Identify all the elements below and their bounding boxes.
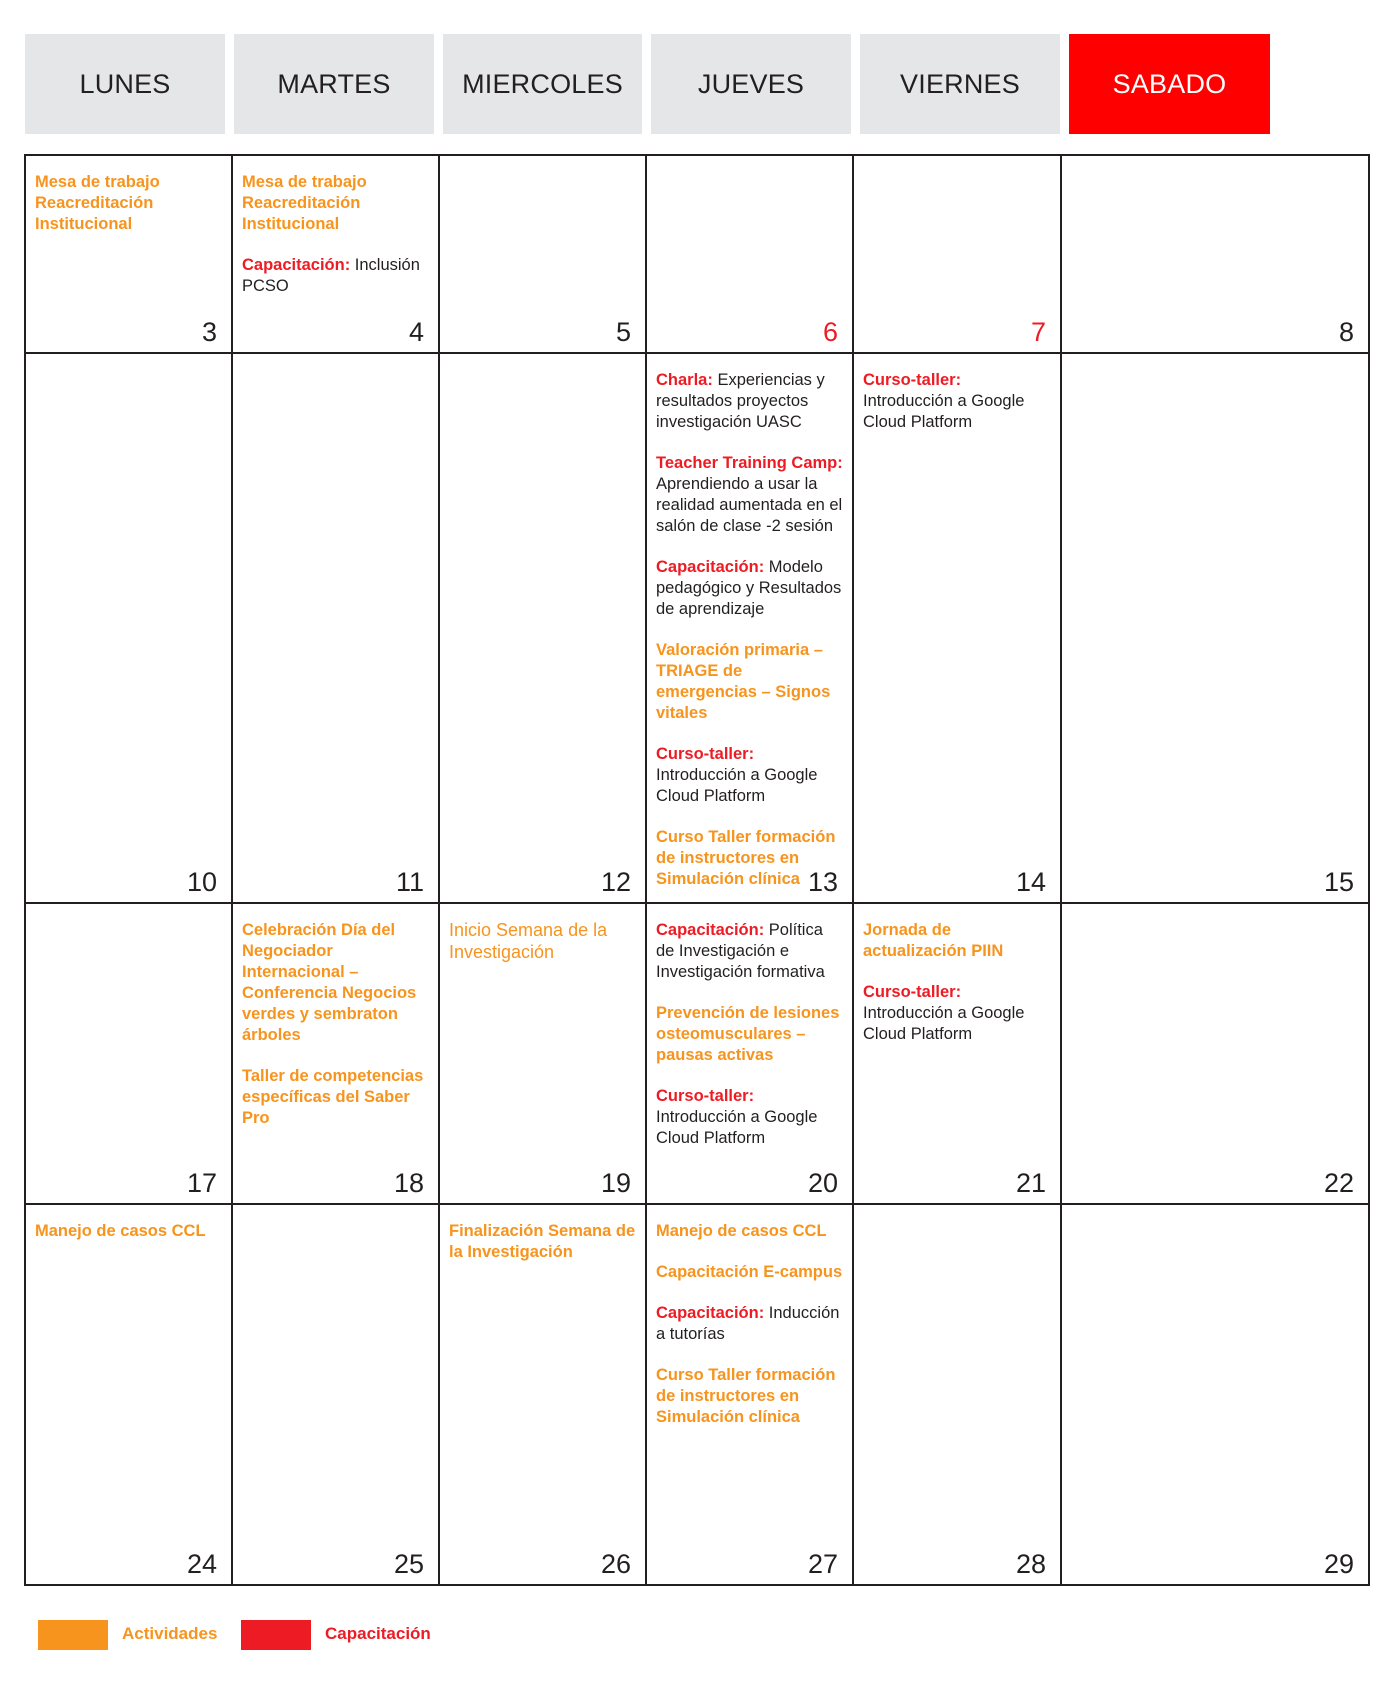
training-description: Política de Investigación e Investigación formativa (656, 921, 825, 981)
legend-swatch-capacitacion (241, 1620, 311, 1650)
activity-event (35, 1221, 223, 1242)
training-description: Introducción a Google Cloud Platform (863, 1004, 1025, 1043)
activity-event (242, 1066, 430, 1129)
day-number: 3 (201, 317, 217, 347)
training-event (656, 744, 844, 807)
training-label: Capacitación: (656, 1304, 765, 1322)
day-events (449, 1221, 637, 1263)
day-cell (647, 1205, 854, 1586)
training-label: Curso-taller: (863, 371, 962, 389)
header-martes: MARTES (234, 34, 434, 134)
training-description: Aprendiendo a usar la realidad aumentada en el salón de clase -2 sesión (656, 475, 843, 535)
training-label: Capacitación: (242, 256, 351, 274)
day-events (863, 920, 1052, 1045)
header-miercoles: MIERCOLES (443, 34, 642, 134)
activity-text: Prevención de lesiones osteomusculares – pausas activas (656, 1004, 840, 1064)
day-number: 24 (186, 1549, 217, 1579)
day-events (35, 1221, 223, 1242)
day-number: 29 (1323, 1549, 1354, 1579)
training-label: Curso-taller: (863, 983, 962, 1001)
activity-text: Taller de competencias específicas del Saber Pro (242, 1067, 424, 1127)
day-cell (854, 1205, 1062, 1586)
training-event (656, 453, 844, 537)
activity-text: Manejo de casos CCL (656, 1222, 827, 1240)
training-description: Introducción a Google Cloud Platform (656, 766, 818, 805)
activity-event (656, 1262, 844, 1283)
day-cell (854, 904, 1062, 1205)
day-events (242, 172, 430, 297)
day-number: 10 (186, 867, 217, 897)
activity-text: Finalización Semana de la Investigación (449, 1222, 636, 1261)
training-event (656, 1303, 844, 1345)
day-number: 7 (1030, 317, 1046, 347)
day-number: 27 (807, 1549, 838, 1579)
activity-event (449, 1221, 637, 1263)
training-label: Curso-taller: (656, 1087, 755, 1105)
activity-text: Mesa de trabajo Reacreditación Institucional (242, 173, 367, 233)
training-label: Capacitación: (656, 558, 765, 576)
day-number: 26 (600, 1549, 631, 1579)
activity-text: Capacitación E-campus (656, 1263, 843, 1281)
day-number: 14 (1015, 867, 1046, 897)
training-event (863, 982, 1052, 1045)
header-lunes: LUNES (25, 34, 225, 134)
day-cell (854, 156, 1062, 354)
training-description: Modelo pedagógico y Resultados de aprendizaje (656, 558, 842, 618)
day-cell (1062, 1205, 1370, 1586)
training-label: Teacher Training Camp: (656, 454, 843, 472)
activity-event (656, 640, 844, 724)
header-sabado: SABADO (1069, 34, 1270, 134)
day-number: 15 (1323, 867, 1354, 897)
activity-text: Jornada de actualización PIIN (863, 921, 1004, 960)
day-cell (233, 156, 440, 354)
day-number: 17 (186, 1168, 217, 1198)
day-events (449, 920, 637, 964)
training-description: Experiencias y resultados proyectos investigación UASC (656, 371, 825, 431)
training-label: Charla: (656, 371, 713, 389)
header-jueves: JUEVES (651, 34, 851, 134)
legend-swatch-actividades (38, 1620, 108, 1650)
day-cell (440, 904, 647, 1205)
activity-text: Mesa de trabajo Reacreditación Institucional (35, 173, 160, 233)
activity-text: Manejo de casos CCL (35, 1222, 206, 1240)
day-cell (1062, 156, 1370, 354)
activity-text: Curso Taller formación de instructores en Simulación clínica (656, 828, 836, 888)
day-number: 18 (393, 1168, 424, 1198)
header-viernes: VIERNES (860, 34, 1060, 134)
legend-label-capacitacion: Capacitación (325, 1624, 431, 1643)
training-event (242, 255, 430, 297)
day-cell (440, 1205, 647, 1586)
training-description: Inducción a tutorías (656, 1304, 840, 1343)
training-event (656, 920, 844, 983)
training-description: Inclusión PCSO (242, 256, 420, 295)
day-cell (233, 1205, 440, 1586)
training-event (863, 370, 1052, 433)
day-number: 28 (1015, 1549, 1046, 1579)
day-number: 20 (807, 1168, 838, 1198)
activity-event (449, 920, 637, 964)
training-event (656, 370, 844, 433)
day-cell (1062, 354, 1370, 904)
weekday-header-row (0, 0, 1396, 140)
day-cell (26, 156, 233, 354)
training-event (656, 1086, 844, 1149)
day-cell (26, 1205, 233, 1586)
day-number: 4 (408, 317, 424, 347)
day-number: 12 (600, 867, 631, 897)
day-number: 25 (393, 1549, 424, 1579)
legend (38, 1620, 638, 1650)
activity-event (242, 920, 430, 1046)
day-events (863, 370, 1052, 433)
day-number: 11 (395, 867, 424, 897)
day-events (35, 172, 223, 235)
day-cell (233, 354, 440, 904)
day-number: 21 (1015, 1168, 1046, 1198)
training-description: Introducción a Google Cloud Platform (863, 392, 1025, 431)
day-number: 19 (600, 1168, 631, 1198)
activity-event (656, 1003, 844, 1066)
day-number: 5 (615, 317, 631, 347)
activity-event (242, 172, 430, 235)
activity-event (656, 1221, 844, 1242)
activity-event (863, 920, 1052, 962)
training-label: Curso-taller: (656, 745, 755, 763)
day-number: 8 (1338, 317, 1354, 347)
activity-event (35, 172, 223, 235)
activity-event (656, 1365, 844, 1428)
day-number: 13 (807, 867, 838, 897)
day-cell (440, 156, 647, 354)
activity-text: Celebración Día del Negociador Internacional – Conferencia Negocios verdes y sembraton árboles (242, 921, 417, 1044)
day-events (656, 1221, 844, 1428)
day-cell (647, 156, 854, 354)
day-number: 6 (822, 317, 838, 347)
day-events (656, 370, 844, 890)
calendar-grid (24, 154, 1370, 1586)
day-cell (647, 354, 854, 904)
day-cell (233, 904, 440, 1205)
day-events (242, 920, 430, 1129)
day-number: 22 (1323, 1168, 1354, 1198)
activity-text: Inicio Semana de la Investigación (449, 920, 608, 962)
day-cell (440, 354, 647, 904)
training-description: Introducción a Google Cloud Platform (656, 1108, 818, 1147)
day-cell (26, 904, 233, 1205)
training-label: Capacitación: (656, 921, 765, 939)
day-cell (26, 354, 233, 904)
day-cell (647, 904, 854, 1205)
day-cell (1062, 904, 1370, 1205)
activity-text: Valoración primaria – TRIAGE de emergencias – Signos vitales (656, 641, 831, 722)
training-event (656, 557, 844, 620)
legend-label-actividades: Actividades (122, 1624, 218, 1643)
activity-text: Curso Taller formación de instructores en Simulación clínica (656, 1366, 836, 1426)
day-events (656, 920, 844, 1149)
day-cell (854, 354, 1062, 904)
